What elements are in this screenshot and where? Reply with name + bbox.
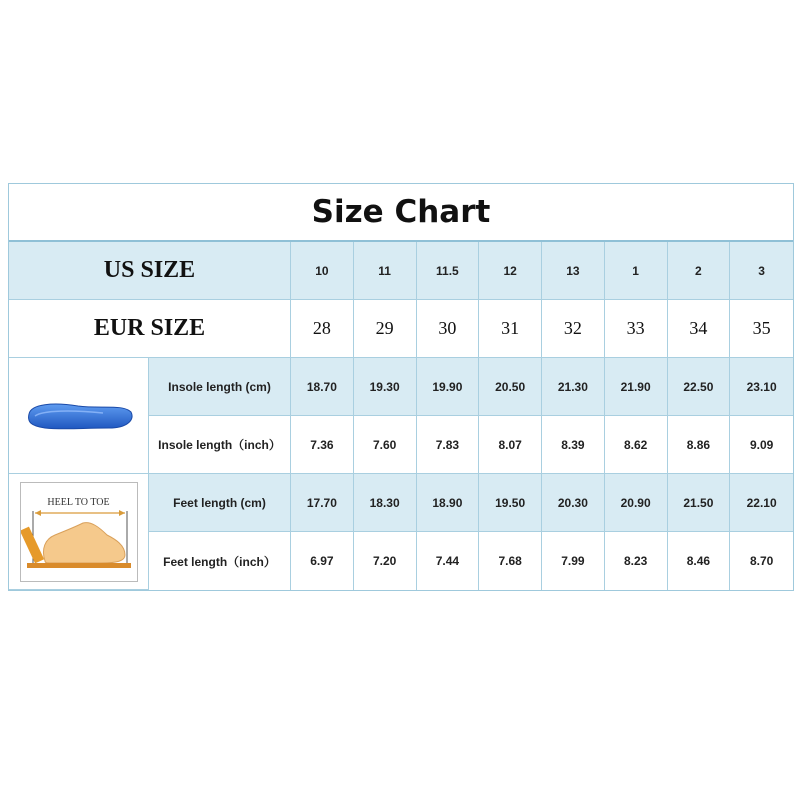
us-size-cell: 10 — [291, 242, 354, 300]
eur-size-cell: 29 — [354, 300, 417, 358]
feet-inch-cell: 8.23 — [605, 532, 668, 590]
us-size-cell: 13 — [542, 242, 605, 300]
feet-inch-cell: 7.99 — [542, 532, 605, 590]
insole-inch-cell: 7.36 — [291, 416, 354, 474]
feet-inch-cell: 8.46 — [668, 532, 731, 590]
feet-cm-cell: 19.50 — [479, 474, 542, 532]
feet-cm-cell: 22.10 — [730, 474, 793, 532]
feet-cm-cell: 20.30 — [542, 474, 605, 532]
insole-inch-cell: 8.39 — [542, 416, 605, 474]
insole-cm-label: Insole length (cm) — [149, 358, 291, 416]
eur-size-label: EUR SIZE — [9, 300, 291, 358]
insole-inch-cell: 7.60 — [354, 416, 417, 474]
heel-to-toe-label: HEEL TO TOE — [47, 496, 110, 508]
size-grid — [9, 242, 793, 590]
insole-inch-cell: 8.07 — [479, 416, 542, 474]
foot-measure-image — [9, 474, 149, 590]
eur-size-cell: 31 — [479, 300, 542, 358]
insole-inch-cell: 9.09 — [730, 416, 793, 474]
insole-cm-cell: 19.30 — [354, 358, 417, 416]
insole-cm-cell: 19.90 — [417, 358, 480, 416]
us-size-label: US SIZE — [9, 242, 291, 300]
eur-size-cell: 30 — [417, 300, 480, 358]
insole-cm-cell: 23.10 — [730, 358, 793, 416]
us-size-cell: 12 — [479, 242, 542, 300]
feet-cm-cell: 18.90 — [417, 474, 480, 532]
eur-size-cell: 33 — [605, 300, 668, 358]
chart-title: Size Chart — [9, 184, 793, 242]
insole-cm-cell: 21.90 — [605, 358, 668, 416]
feet-inch-cell: 7.68 — [479, 532, 542, 590]
feet-cm-cell: 17.70 — [291, 474, 354, 532]
insole-icon — [23, 396, 135, 436]
us-size-cell: 11 — [354, 242, 417, 300]
feet-cm-cell: 21.50 — [668, 474, 731, 532]
feet-inch-cell: 7.44 — [417, 532, 480, 590]
feet-cm-cell: 18.30 — [354, 474, 417, 532]
insole-cm-cell: 18.70 — [291, 358, 354, 416]
feet-cm-label: Feet length (cm) — [149, 474, 291, 532]
eur-size-cell: 35 — [730, 300, 793, 358]
eur-size-cell: 34 — [668, 300, 731, 358]
eur-size-cell: 32 — [542, 300, 605, 358]
us-size-cell: 3 — [730, 242, 793, 300]
insole-cm-cell: 22.50 — [668, 358, 731, 416]
foot-icon — [21, 483, 137, 581]
insole-cm-cell: 21.30 — [542, 358, 605, 416]
insole-image — [9, 358, 149, 474]
us-size-cell: 2 — [668, 242, 731, 300]
feet-inch-cell: 7.20 — [354, 532, 417, 590]
feet-inch-label: Feet length（inch） — [149, 532, 291, 590]
us-size-cell: 1 — [605, 242, 668, 300]
us-size-cell: 11.5 — [417, 242, 480, 300]
size-chart-table — [8, 183, 794, 591]
feet-inch-cell: 6.97 — [291, 532, 354, 590]
insole-inch-cell: 8.86 — [668, 416, 731, 474]
insole-inch-label: Insole length（inch） — [149, 416, 291, 474]
insole-cm-cell: 20.50 — [479, 358, 542, 416]
foot-illustration-frame — [20, 482, 138, 582]
eur-size-cell: 28 — [291, 300, 354, 358]
feet-cm-cell: 20.90 — [605, 474, 668, 532]
insole-inch-cell: 7.83 — [417, 416, 480, 474]
feet-inch-cell: 8.70 — [749, 554, 774, 568]
insole-inch-cell: 8.62 — [605, 416, 668, 474]
